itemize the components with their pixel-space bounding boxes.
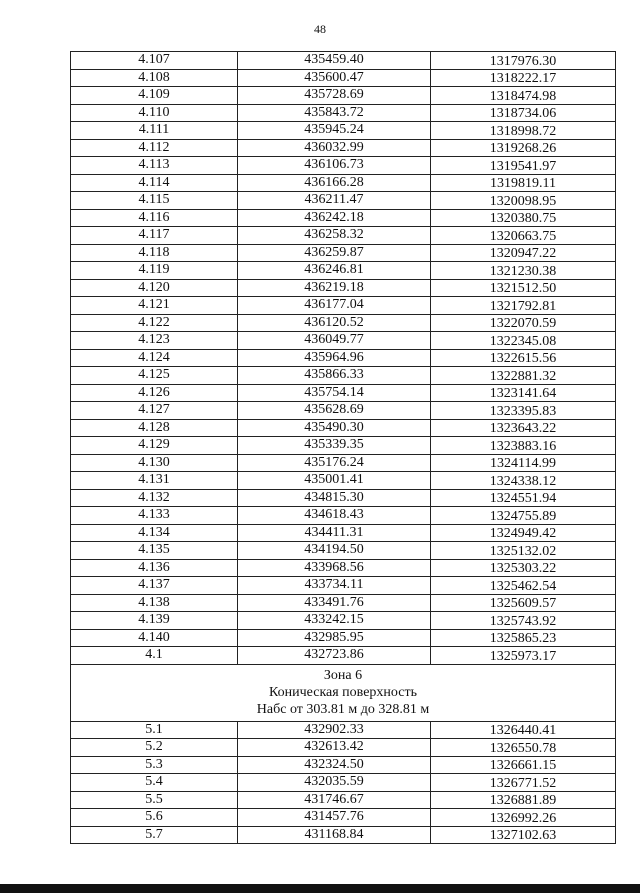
y-coordinate-cell: 1325462.54 bbox=[431, 577, 616, 595]
table-row bbox=[71, 367, 616, 385]
point-id-cell: 4.109 bbox=[71, 87, 238, 105]
table-row bbox=[71, 297, 616, 315]
point-id-cell: 5.7 bbox=[71, 826, 238, 844]
x-coordinate-cell: 432613.42 bbox=[238, 739, 431, 757]
point-id-cell: 4.114 bbox=[71, 174, 238, 192]
table-row bbox=[71, 437, 616, 455]
point-id-cell: 4.110 bbox=[71, 104, 238, 122]
table-row bbox=[71, 524, 616, 542]
x-coordinate-cell: 435339.35 bbox=[238, 437, 431, 455]
y-coordinate-cell: 1318998.72 bbox=[431, 122, 616, 140]
y-coordinate-cell: 1322881.32 bbox=[431, 367, 616, 385]
y-coordinate-cell: 1323395.83 bbox=[431, 402, 616, 420]
point-id-cell: 4.131 bbox=[71, 472, 238, 490]
point-id-cell: 4.118 bbox=[71, 244, 238, 262]
y-coordinate-cell: 1325743.92 bbox=[431, 612, 616, 630]
y-coordinate-cell: 1326661.15 bbox=[431, 756, 616, 774]
y-coordinate-cell: 1320098.95 bbox=[431, 192, 616, 210]
x-coordinate-cell: 435628.69 bbox=[238, 402, 431, 420]
zone-header bbox=[71, 664, 616, 721]
x-coordinate-cell: 436166.28 bbox=[238, 174, 431, 192]
table-row bbox=[71, 577, 616, 595]
x-coordinate-cell: 433734.11 bbox=[238, 577, 431, 595]
y-coordinate-cell: 1322615.56 bbox=[431, 349, 616, 367]
x-coordinate-cell: 436242.18 bbox=[238, 209, 431, 227]
y-coordinate-cell: 1319819.11 bbox=[431, 174, 616, 192]
table-row bbox=[71, 594, 616, 612]
y-coordinate-cell: 1326550.78 bbox=[431, 739, 616, 757]
y-coordinate-cell: 1318474.98 bbox=[431, 87, 616, 105]
zone-header-cell bbox=[71, 664, 616, 721]
point-id-cell: 4.124 bbox=[71, 349, 238, 367]
y-coordinate-cell: 1325303.22 bbox=[431, 559, 616, 577]
point-id-cell: 4.108 bbox=[71, 69, 238, 87]
y-coordinate-cell: 1326881.89 bbox=[431, 791, 616, 809]
point-id-cell: 4.128 bbox=[71, 419, 238, 437]
y-coordinate-cell: 1326440.41 bbox=[431, 721, 616, 739]
table-row bbox=[71, 349, 616, 367]
point-id-cell: 4.134 bbox=[71, 524, 238, 542]
x-coordinate-cell: 432723.86 bbox=[238, 647, 431, 665]
table-row bbox=[71, 454, 616, 472]
zone-header-row bbox=[71, 664, 616, 721]
point-id-cell: 4.140 bbox=[71, 629, 238, 647]
table-row bbox=[71, 791, 616, 809]
table-row bbox=[71, 507, 616, 525]
x-coordinate-cell: 433242.15 bbox=[238, 612, 431, 630]
zone-title: Зона 6 bbox=[323, 668, 363, 683]
y-coordinate-cell: 1319268.26 bbox=[431, 139, 616, 157]
y-coordinate-cell: 1322070.59 bbox=[431, 314, 616, 332]
x-coordinate-cell: 435843.72 bbox=[238, 104, 431, 122]
x-coordinate-cell: 435490.30 bbox=[238, 419, 431, 437]
table-row bbox=[71, 227, 616, 245]
y-coordinate-cell: 1323883.16 bbox=[431, 437, 616, 455]
point-id-cell: 4.119 bbox=[71, 262, 238, 280]
point-id-cell: 5.2 bbox=[71, 739, 238, 757]
x-coordinate-cell: 434618.43 bbox=[238, 507, 431, 525]
point-id-cell: 4.122 bbox=[71, 314, 238, 332]
y-coordinate-cell: 1318222.17 bbox=[431, 69, 616, 87]
table-row bbox=[71, 104, 616, 122]
point-id-cell: 4.107 bbox=[71, 52, 238, 70]
point-id-cell: 5.5 bbox=[71, 791, 238, 809]
x-coordinate-cell: 436219.18 bbox=[238, 279, 431, 297]
y-coordinate-cell: 1325865.23 bbox=[431, 629, 616, 647]
y-coordinate-cell: 1327102.63 bbox=[431, 826, 616, 844]
y-coordinate-cell: 1326771.52 bbox=[431, 774, 616, 792]
point-id-cell: 4.121 bbox=[71, 297, 238, 315]
table-row bbox=[71, 647, 616, 665]
table-row bbox=[71, 809, 616, 827]
x-coordinate-cell: 436211.47 bbox=[238, 192, 431, 210]
y-coordinate-cell: 1319541.97 bbox=[431, 157, 616, 175]
y-coordinate-cell: 1325973.17 bbox=[431, 647, 616, 665]
y-coordinate-cell: 1321792.81 bbox=[431, 297, 616, 315]
table-row bbox=[71, 262, 616, 280]
x-coordinate-cell: 435728.69 bbox=[238, 87, 431, 105]
table-row bbox=[71, 174, 616, 192]
table-row bbox=[71, 721, 616, 739]
point-id-cell: 4.120 bbox=[71, 279, 238, 297]
point-id-cell: 5.3 bbox=[71, 756, 238, 774]
point-id-cell: 4.133 bbox=[71, 507, 238, 525]
point-id-cell: 4.127 bbox=[71, 402, 238, 420]
table-row bbox=[71, 52, 616, 70]
x-coordinate-cell: 436258.32 bbox=[238, 227, 431, 245]
y-coordinate-cell: 1320663.75 bbox=[431, 227, 616, 245]
x-coordinate-cell: 435001.41 bbox=[238, 472, 431, 490]
point-id-cell: 4.111 bbox=[71, 122, 238, 140]
x-coordinate-cell: 432902.33 bbox=[238, 721, 431, 739]
y-coordinate-cell: 1324551.94 bbox=[431, 489, 616, 507]
y-coordinate-cell: 1324338.12 bbox=[431, 472, 616, 490]
zone-height-range: Набс от 303.81 м до 328.81 м bbox=[256, 702, 430, 717]
y-coordinate-cell: 1317976.30 bbox=[431, 52, 616, 70]
x-coordinate-cell: 436177.04 bbox=[238, 297, 431, 315]
x-coordinate-cell: 434411.31 bbox=[238, 524, 431, 542]
point-id-cell: 4.113 bbox=[71, 157, 238, 175]
table-row bbox=[71, 559, 616, 577]
point-id-cell: 4.129 bbox=[71, 437, 238, 455]
y-coordinate-cell: 1325609.57 bbox=[431, 594, 616, 612]
table-row bbox=[71, 756, 616, 774]
page-number: 48 bbox=[314, 22, 326, 36]
x-coordinate-cell: 436246.81 bbox=[238, 262, 431, 280]
point-id-cell: 4.115 bbox=[71, 192, 238, 210]
point-id-cell: 4.138 bbox=[71, 594, 238, 612]
y-coordinate-cell: 1320947.22 bbox=[431, 244, 616, 262]
table-row bbox=[71, 157, 616, 175]
y-coordinate-cell: 1321230.38 bbox=[431, 262, 616, 280]
x-coordinate-cell: 433968.56 bbox=[238, 559, 431, 577]
table-row bbox=[71, 314, 616, 332]
table-row bbox=[71, 739, 616, 757]
x-coordinate-cell: 436259.87 bbox=[238, 244, 431, 262]
table-row bbox=[71, 209, 616, 227]
x-coordinate-cell: 435176.24 bbox=[238, 454, 431, 472]
coordinates-table-body-b bbox=[71, 721, 616, 844]
y-coordinate-cell: 1323643.22 bbox=[431, 419, 616, 437]
table-row bbox=[71, 87, 616, 105]
x-coordinate-cell: 436032.99 bbox=[238, 139, 431, 157]
point-id-cell: 4.130 bbox=[71, 454, 238, 472]
y-coordinate-cell: 1318734.06 bbox=[431, 104, 616, 122]
point-id-cell: 4.135 bbox=[71, 542, 238, 560]
x-coordinate-cell: 435945.24 bbox=[238, 122, 431, 140]
table-row bbox=[71, 244, 616, 262]
table-row bbox=[71, 629, 616, 647]
x-coordinate-cell: 432985.95 bbox=[238, 629, 431, 647]
coordinates-table bbox=[70, 51, 616, 844]
point-id-cell: 4.126 bbox=[71, 384, 238, 402]
table-row bbox=[71, 542, 616, 560]
y-coordinate-cell: 1324949.42 bbox=[431, 524, 616, 542]
table-row bbox=[71, 192, 616, 210]
y-coordinate-cell: 1324755.89 bbox=[431, 507, 616, 525]
x-coordinate-cell: 435600.47 bbox=[238, 69, 431, 87]
x-coordinate-cell: 435964.96 bbox=[238, 349, 431, 367]
x-coordinate-cell: 432324.50 bbox=[238, 756, 431, 774]
table-row bbox=[71, 332, 616, 350]
x-coordinate-cell: 435754.14 bbox=[238, 384, 431, 402]
x-coordinate-cell: 436106.73 bbox=[238, 157, 431, 175]
point-id-cell: 4.125 bbox=[71, 367, 238, 385]
coordinates-table-body-a bbox=[71, 52, 616, 665]
table-row bbox=[71, 419, 616, 437]
zone-subtitle: Коническая поверхность bbox=[269, 685, 417, 700]
y-coordinate-cell: 1321512.50 bbox=[431, 279, 616, 297]
table-row bbox=[71, 139, 616, 157]
y-coordinate-cell: 1324114.99 bbox=[431, 454, 616, 472]
point-id-cell: 5.1 bbox=[71, 721, 238, 739]
y-coordinate-cell: 1322345.08 bbox=[431, 332, 616, 350]
y-coordinate-cell: 1326992.26 bbox=[431, 809, 616, 827]
y-coordinate-cell: 1320380.75 bbox=[431, 209, 616, 227]
table-row bbox=[71, 69, 616, 87]
x-coordinate-cell: 431457.76 bbox=[238, 809, 431, 827]
x-coordinate-cell: 432035.59 bbox=[238, 774, 431, 792]
table-row bbox=[71, 774, 616, 792]
x-coordinate-cell: 435866.33 bbox=[238, 367, 431, 385]
x-coordinate-cell: 435459.40 bbox=[238, 52, 431, 70]
x-coordinate-cell: 436049.77 bbox=[238, 332, 431, 350]
point-id-cell: 4.116 bbox=[71, 209, 238, 227]
x-coordinate-cell: 433491.76 bbox=[238, 594, 431, 612]
point-id-cell: 5.6 bbox=[71, 809, 238, 827]
point-id-cell: 4.136 bbox=[71, 559, 238, 577]
point-id-cell: 4.132 bbox=[71, 489, 238, 507]
scan-edge-bar bbox=[0, 884, 640, 893]
table-row bbox=[71, 472, 616, 490]
y-coordinate-cell: 1323141.64 bbox=[431, 384, 616, 402]
table-row bbox=[71, 279, 616, 297]
x-coordinate-cell: 434815.30 bbox=[238, 489, 431, 507]
point-id-cell: 4.117 bbox=[71, 227, 238, 245]
point-id-cell: 4.139 bbox=[71, 612, 238, 630]
point-id-cell: 4.123 bbox=[71, 332, 238, 350]
x-coordinate-cell: 434194.50 bbox=[238, 542, 431, 560]
point-id-cell: 4.112 bbox=[71, 139, 238, 157]
table-row bbox=[71, 489, 616, 507]
y-coordinate-cell: 1325132.02 bbox=[431, 542, 616, 560]
table-row bbox=[71, 122, 616, 140]
table-row bbox=[71, 826, 616, 844]
x-coordinate-cell: 436120.52 bbox=[238, 314, 431, 332]
table-row bbox=[71, 612, 616, 630]
point-id-cell: 4.1 bbox=[71, 647, 238, 665]
table-row bbox=[71, 384, 616, 402]
point-id-cell: 5.4 bbox=[71, 774, 238, 792]
point-id-cell: 4.137 bbox=[71, 577, 238, 595]
x-coordinate-cell: 431746.67 bbox=[238, 791, 431, 809]
x-coordinate-cell: 431168.84 bbox=[238, 826, 431, 844]
table-row bbox=[71, 402, 616, 420]
